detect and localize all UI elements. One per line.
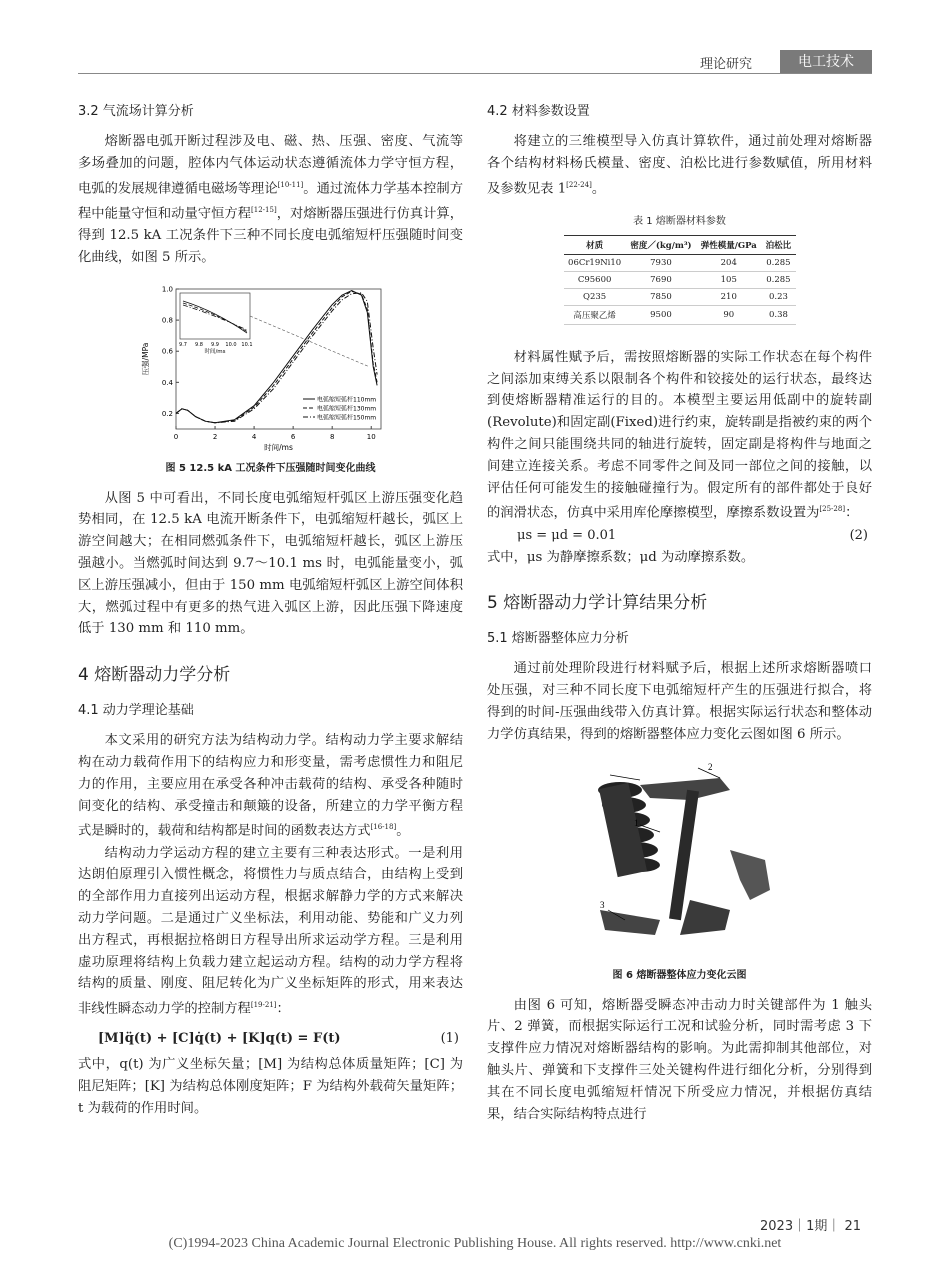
- header-section: 理论研究: [700, 57, 753, 72]
- table-cell: 90: [696, 305, 761, 324]
- x-tick-label: 8: [329, 432, 335, 441]
- pressure-chart-svg: [138, 283, 398, 453]
- paragraph: 式中，μs 为静摩擦系数；μd 为动摩擦系数。: [487, 549, 755, 565]
- table-cell: 高压聚乙烯: [564, 305, 626, 324]
- inset-tick-label: 10.0: [225, 341, 237, 348]
- y-tick-label: 0.2: [161, 409, 173, 418]
- table-cell: 204: [696, 254, 761, 271]
- paragraph: 结构动力学运动方程的建立主要有三种表达形式。一是利用达朗伯原理引入惯性概念，将惯性力与质点结合，由结构上受到的全部作用力直接列出运动方程，根据求解静力学的方式来解决动力学问题。二是通过广义坐标法，利用动能、势能和广义力列出方程式，再根据拉格朗日方程导出所求运动学方程。三是利用虚功原理将结构上负载力建立起运动方程。结构的动力学方程将结构的质量、刚度、阻尼转化为广义坐标矩阵的形式，用来表达非线性瞬态动力学的控制方程[19-21]：: [78, 845, 463, 1017]
- paragraph: 式中，q(t) 为广义坐标矢量；[M] 为结构总体质量矩阵；[C] 为阻尼矩阵；[K] 为结构总体刚度矩阵；F 为结构外载荷矢量矩阵；t 为载荷的作用时间。: [78, 1057, 463, 1116]
- x-tick-label: 6: [290, 432, 296, 441]
- fuse-stress-render: [580, 760, 780, 960]
- right-column: [487, 100, 872, 1125]
- table-header-cell: 材质: [586, 240, 604, 251]
- y-tick-label: 1.0: [161, 285, 173, 294]
- table-cell: Q235: [564, 288, 626, 305]
- section-5-1-title: 5.1 熔断器整体应力分析: [487, 631, 629, 647]
- table-header-cell: 密度／(kg/m³): [630, 240, 692, 251]
- paragraph: 从图 5 中可看出，不同长度电弧缩短杆弧区上游压强变化趋势相同，在 12.5 kA 电流开断条件下，电弧缩短杆越长，弧区上游空间越大；在相同燃弧条件下，电弧缩短杆越长，弧区上游压强越小。当燃弧时间达到 9.7～10.1 ms 时，电弧能量变小，弧区上游压强减小，但由于 150 mm 电弧缩短杆弧区上游空间体积大，燃弧过程中有更多的热气进入弧区上游，因此压强下降速度低于 130 mm 和 110 mm。: [78, 490, 463, 637]
- header-journal: 电工技术: [780, 50, 872, 74]
- figure-6-label-3: 3: [599, 899, 604, 910]
- figure-6-label-1: 1: [633, 817, 638, 828]
- paragraph: 由图 6 可知，熔断器受瞬态冲击动力时关键部件为 1 触头片、2 弹簧，而根据实际运行工况和试验分析，同时需考虑 3 下支撑件应力情况对熔断器结构的影响。为此需抑制其他部位，对触头片、弹簧和下支撑件三处关键构件进行细化分析，分别得到其在不同长度电弧缩短杆情况下所受应力情况，并根据仿真结果，结合实际结构特点进行: [487, 997, 872, 1122]
- table-cell: 7850: [626, 288, 696, 305]
- table-cell: 0.23: [761, 288, 795, 305]
- figure-6-caption: 图 6 熔断器整体应力变化云图: [612, 969, 747, 981]
- x-tick-label: 10: [366, 432, 376, 441]
- table-header-cell: 弹性模量/GPa: [700, 240, 757, 251]
- table-header-cell: 泊松比: [765, 240, 792, 251]
- inset-tick-label: 9.8: [195, 341, 203, 348]
- table-cell: 210: [696, 288, 761, 305]
- paragraph: 通过前处理阶段进行材料赋予后，根据上述所求熔断器喷口处压强，对三种不同长度下电弧缩短杆产生的压强进行拟合，将得到的时间-压强曲线带入仿真计算。根据实际运行状态和整体动力学仿真结果，得到的熔断器整体应力变化云图如图 6 所示。: [487, 661, 872, 742]
- left-column: [78, 100, 463, 1120]
- table-row: [564, 271, 796, 288]
- table-cell: 7690: [626, 271, 696, 288]
- materials-table: [564, 235, 796, 325]
- table-cell: C95600: [564, 271, 626, 288]
- legend-label: 电弧缩短弧杆150mm: [317, 414, 377, 422]
- legend-label: 电弧缩短弧杆130mm: [317, 405, 377, 413]
- x-tick-label: 2: [212, 432, 218, 441]
- figure-5-caption: 图 5 12.5 kA 工况条件下压强随时间变化曲线: [165, 462, 376, 474]
- x-axis-label: 时间/ms: [264, 442, 293, 452]
- section-4-title: 4 熔断器动力学分析: [78, 665, 231, 686]
- figure-5-chart: [138, 283, 398, 453]
- inset-tick-label: 9.9: [211, 341, 219, 348]
- inset-pointer: [250, 316, 369, 367]
- inset-x-label: 时间/ms: [204, 348, 226, 355]
- table-row: [564, 288, 796, 305]
- paragraph: 本文采用的研究方法为结构动力学。结构动力学主要求解结构在动力载荷作用下的结构应力和形变量，需考虑惯性力和阻尼力的作用，主要应用在承受各种冲击载荷的结构、承受各种随时间变化的结构、承受撞击和颠簸的设备，所建立的力学平衡方程式是瞬时的，载荷和结构都是时间的函数表达方式[16-18]。: [78, 733, 463, 839]
- x-tick-label: 0: [173, 432, 179, 441]
- table-row: [564, 305, 796, 324]
- inset-tick-label: 10.1: [241, 341, 253, 348]
- y-axis-label: 压强/MPa: [141, 342, 150, 376]
- paragraph: 将建立的三维模型导入仿真计算软件，通过前处理对熔断器各个结构材料杨氏模量、密度、泊松比进行参数赋值，所用材料及参数见表 1[22-24]。: [487, 134, 872, 197]
- inset-tick-label: 9.7: [179, 341, 187, 348]
- table-cell: 105: [696, 271, 761, 288]
- copyright-line: (C)1994-2023 China Academic Journal Electronic Publishing House. All rights reserved. http://www.cnki.net: [168, 1236, 782, 1251]
- y-tick-label: 0.8: [161, 316, 173, 325]
- section-3-2-title: 3.2 气流场计算分析: [78, 104, 194, 119]
- equation-1: [M]q̈(t) + [C]q̇(t) + [K]q(t) = F(t) (1): [98, 1031, 459, 1047]
- equation-2: μs = μd = 0.01 (2): [517, 527, 868, 543]
- page-header: [0, 50, 950, 74]
- table-cell: 0.285: [761, 271, 795, 288]
- table-cell: 0.285: [761, 254, 795, 271]
- legend-label: 电弧缩短弧杆110mm: [317, 396, 377, 404]
- table-cell: 7930: [626, 254, 696, 271]
- paragraph: 材料属性赋予后，需按照熔断器的实际工作状态在每个构件之间添加束缚关系以限制各个构件和铰接处的运行状态，最终达到使熔断器精准运行的目的。本模型主要运用低副中的旋转副(Revolute)和固定副(Fixed)进行约束，旋转副是指被约束的两个构件之间只能围绕共同的轴进行旋转，固定副是将构件与地面之间建立连接关系。考虑不同零件之间及同一部位之间的接触，以评估任何可能发生的接触碰撞行为。假定所有的部件都处于良好的润滑状态，仿真中采用库伦摩擦模型，摩擦系数设置为[25-28]：: [487, 349, 872, 521]
- header-rule: [78, 73, 872, 74]
- table-row: [564, 254, 796, 271]
- y-tick-label: 0.6: [161, 347, 173, 356]
- table-cell: 06Cr19Ni10: [564, 254, 626, 271]
- table-cell: 0.38: [761, 305, 795, 324]
- section-4-1-title: 4.1 动力学理论基础: [78, 703, 194, 719]
- section-5-title: 5 熔断器动力学计算结果分析: [487, 593, 708, 614]
- paragraph: 熔断器电弧开断过程涉及电、磁、热、压强、密度、气流等多场叠加的问题，腔体内气体运动状态遵循流体力学守恒方程，电弧的发展规律遵循电磁场等理论[10-11]。通过流体力学基本控制方程中能量守恒和动量守恒方程[12-15]，对熔断器压强进行仿真计算，得到 12.5 kA 工况条件下三种不同长度电弧缩短杆压强随时间变化曲线，如图 5 所示。: [78, 134, 464, 265]
- section-4-2-title: 4.2 材料参数设置: [487, 104, 590, 119]
- table-cell: 9500: [626, 305, 696, 324]
- figure-6-label-2: 2: [707, 761, 712, 772]
- page-number: 2023｜1期｜ 21: [760, 1219, 862, 1234]
- table-1-caption: 表 1 熔断器材料参数: [633, 215, 726, 227]
- x-tick-label: 4: [251, 432, 257, 441]
- figure-6-image: [580, 760, 780, 960]
- y-tick-label: 0.4: [161, 378, 173, 387]
